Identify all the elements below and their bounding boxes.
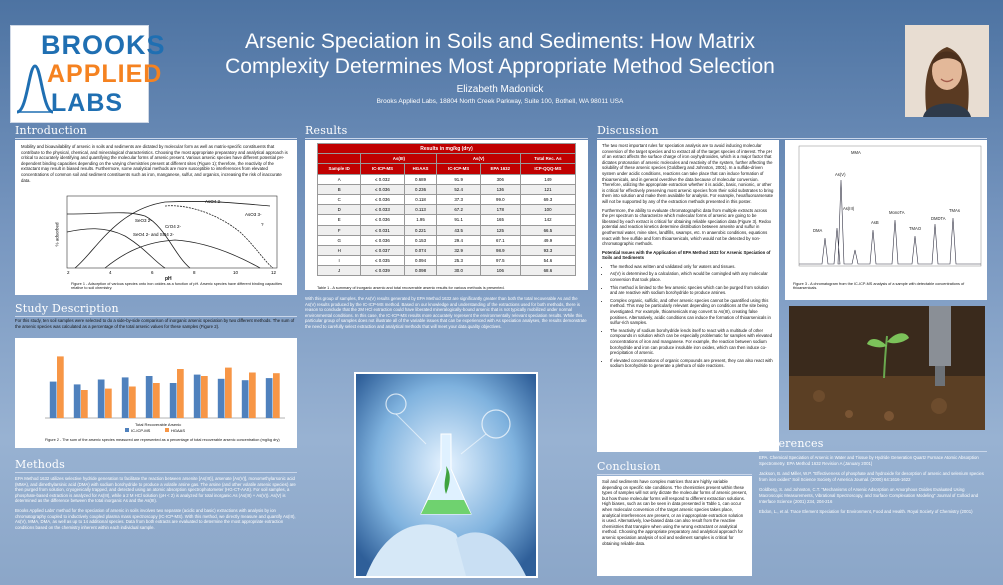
study-rule <box>15 316 297 317</box>
table-cell: 0.236 <box>404 184 437 194</box>
table-cell: 25.3 <box>437 256 480 266</box>
chromatogram-chart <box>785 140 987 280</box>
references-rule <box>759 451 987 452</box>
table-cell: 98.9 <box>480 245 520 255</box>
table-cell: 125 <box>480 225 520 235</box>
table-cell: 29.4 <box>437 235 480 245</box>
peak-label: As(V) <box>835 172 846 177</box>
peak-label: MonoTA <box>889 210 905 215</box>
legend-swatch <box>125 428 129 432</box>
column-header: HGAAS <box>404 164 437 174</box>
table-cell: ≤ 0.036 <box>361 194 404 204</box>
table-cell: 100 <box>520 205 575 215</box>
poster-title-line2: Complexity Determines Most Appropriate Method Selection <box>225 55 775 78</box>
table-cell: 66.5 <box>520 225 575 235</box>
peak-label: TMAs <box>949 208 960 213</box>
table-cell: 68.6 <box>520 266 575 276</box>
recovery-bar <box>81 390 88 418</box>
group-header-empty <box>318 154 361 164</box>
table-cell: ≤ 0.036 <box>361 184 404 194</box>
table-cell: ≤ 0.036 <box>361 215 404 225</box>
study-text: For this study, ten soil samples were selected to do a side-by-side comparison of inorganic arsenic speciation by two different methods. The sum of the arsenic species was calculated as a percentage of the total arsenic values for these samples (Figure 2). <box>15 318 295 329</box>
table-cell: 69.3 <box>520 194 575 204</box>
table-cell: 0.074 <box>404 245 437 255</box>
discussion-heading: Potential Issues with the Application of EPA Method 1632 for Arsenic Speciation of Soils and Sediments <box>602 249 771 261</box>
table-cell: ≤ 0.031 <box>361 225 404 235</box>
adsorption-tick: 8 <box>193 270 196 275</box>
table-cell: 99.0 <box>480 194 520 204</box>
legend-label: HGAAS <box>171 428 186 433</box>
table-cell: 0.153 <box>404 235 437 245</box>
recovery-bar <box>225 368 232 418</box>
adsorption-ylabel: % adsorbed <box>54 222 60 247</box>
table-cell: 93.3 <box>520 245 575 255</box>
recovery-bar <box>194 375 201 418</box>
table-cell: 67.1 <box>480 235 520 245</box>
table-cell: 0.098 <box>404 266 437 276</box>
group-header: Total Rec. As <box>520 154 575 164</box>
table-cell: 49.9 <box>520 235 575 245</box>
table-row <box>318 194 576 204</box>
table-cell: ≤ 0.032 <box>361 174 404 184</box>
table-cell: 136 <box>480 184 520 194</box>
table-cell: F <box>318 225 361 235</box>
author-photo <box>905 25 989 117</box>
table-cell: 37.3 <box>437 194 480 204</box>
table-cell: 106 <box>480 266 520 276</box>
peak-label: TMAO <box>909 226 922 231</box>
species-label: SeO3 2- <box>135 218 152 223</box>
recovery-bar <box>122 377 129 418</box>
table-cell: 67.2 <box>437 205 480 215</box>
table-cell: 121 <box>520 184 575 194</box>
table-row <box>318 184 576 194</box>
discussion-rule <box>597 138 987 139</box>
table-cell: ≤ 0.033 <box>361 205 404 215</box>
legend-swatch <box>165 428 169 432</box>
table-cell: 54.6 <box>520 256 575 266</box>
methods-text <box>15 476 297 576</box>
table-cell: I <box>318 256 361 266</box>
poster-title-line1: Arsenic Speciation in Soils and Sediments: How Matrix <box>244 30 756 53</box>
reference-item: Jackson, B. and Miller, W.P. "Effectiveness of phosphate and hydroxide for desorption of arsenic and selenium species from iron oxides" Soil Science Society of America Journal. (2000) 64:1616-1622 <box>759 471 984 482</box>
adsorption-tick: 10 <box>233 270 239 275</box>
discussion-text <box>597 140 779 452</box>
table-cell: ≤ 0.039 <box>361 266 404 276</box>
legend-label: IC-ICP-MS <box>131 428 151 433</box>
references-list <box>759 455 987 575</box>
recovery-bar <box>74 384 81 418</box>
species-label: CrO4 2- <box>165 224 182 229</box>
table-row <box>318 205 576 215</box>
results-table <box>317 143 576 276</box>
discussion-bullet: • This method is limited to the few arsenic species which can be purged from solution and are reactive with sodium borohydride to produce arsines. <box>610 285 774 296</box>
peak-label: As(III) <box>843 206 855 211</box>
methods-paragraph-1: EPA Method 1632 utilizes selective hydride generation to facilitate the reaction between arsenite [As(III)], arsenate [As(V)], monomethylarsonic acid (MMA), and dimethylarsinic acid (DMA) with sodium borohydride to produce a volatile arsine gas. The arsine (and other volatile arsenic species) are then purged from solution, cryogenically trapped, and detected using an atomic absorption spectrophotometer (HG-CT-AAS). For soil samples, a phosphate-based extraction is analyzed for As(III), while a 2 M HCl solution (pH < 2) is analyzed for total inorganic As (As(III) + As(V)). As(V) is determined as the difference between the total inorganic As and the As(III). <box>15 476 296 504</box>
table-cell: 30.0 <box>437 266 480 276</box>
conclusion-rule <box>597 474 752 475</box>
table-cell: 1.95 <box>404 215 437 225</box>
table-cell: 97.5 <box>480 256 520 266</box>
discussion-bullet: • As(V) is determined by a calculation, which would be comingled with any molecular conversion that took place. <box>610 271 774 282</box>
table-cell: H <box>318 245 361 255</box>
table-cell: 0.221 <box>404 225 437 235</box>
column-header: Sample ID <box>318 164 361 174</box>
adsorption-tick: 4 <box>109 270 112 275</box>
table-cell: 149 <box>520 174 575 184</box>
study-title: Study Description <box>15 302 119 315</box>
logo-line3: LABS <box>51 89 124 117</box>
recovery-bar <box>153 383 160 418</box>
recovery-bar <box>242 380 249 418</box>
results-title: Results <box>305 124 348 137</box>
discussion-bullet: • If elevated concentrations of organic compounds are present, they can also react with sodium borohydride to generate a plethora of side reactions. <box>610 358 774 369</box>
table-cell: G <box>318 235 361 245</box>
table-cell: 306 <box>480 174 520 184</box>
conclusion-title: Conclusion <box>597 460 661 473</box>
group-header: As(III) <box>361 154 437 164</box>
table-cell: 165 <box>480 215 520 225</box>
discussion-paragraph-1: The two most important rules for speciation analysis are to avoid inducing molecular conversion of the target species and to extract all of the target species of interest. The pH of an extract affects the surface charge of iron oxyhydroxides, which is a major factor that dictates protonation of arsenic molecules and reactivity of the system, further affecting the solubility of these arsenic species (Goldberg and Johnston, 2001). In a sulfide-driven system under acidic conditions, reactions can take place that can induce formation of thioarsenicals, and in general overdrive the data because of molecular conversion. Therefore, utilizing the appropriate extraction whether it is acidic, basic, nonionic, or other is critical for effectively preserving most arsenic species from their solid substrates to bring them into solution and make them available for analysis. For example, hexafluoroarsenate will not be supported by any of the extraction methods presented in this poster. <box>602 143 774 204</box>
table-title: Results in mg/kg (dry) <box>318 144 576 154</box>
conclusion-text: Soil and sediments have complex matrices that are highly variable depending on specific site conditions. The chemistries present within these types of samples will not only dictate the molecular forms of arsenic present, but how those molecular forms will respond to different extraction solutions. High biases, such as can be seen in data presented in Table 1, can occur when molecular conversion of the target arsenic species takes place, analytical interferences are present, or an inappropriate extraction solution is used. Alternatively, low-biased data can also result from the reactive chemistries that transpire when using the wrong extractant or analytical method. Choosing the appropriate preparatory and analytical approach for arsenic speciation analysis of soil and sediment samples is critical for obtaining reliable data. <box>597 476 752 576</box>
results-table-box <box>305 140 588 290</box>
methods-rule <box>15 472 297 473</box>
discussion-bullet: • The method was written and validated only for waters and tissues. <box>610 264 774 270</box>
recovery-caption: Figure 2 - The sum of the arsenic species measured are represented as a percentage of total recoverable arsenic concentration (mg/kg dry) <box>45 438 280 442</box>
recovery-xlabel: Total Recoverable Arsenic <box>135 422 182 427</box>
table-cell: E <box>318 215 361 225</box>
lab-image <box>354 372 538 578</box>
chromatogram-caption: Figure 3 - A chromatogram from the IC-ICP-MS analysis of a sample with detectable concentrations of thioarsenicals. <box>793 282 965 290</box>
species-label: SeO4 2- and SO4 2- <box>133 232 175 237</box>
recovery-bar <box>170 383 177 418</box>
recovery-chart <box>15 338 297 434</box>
introduction-title: Introduction <box>15 124 88 137</box>
peak-label: DMA <box>813 228 823 233</box>
species-label: ? <box>261 222 264 227</box>
reference-item: Ebdon, L., et al. Trace Element Speciation for Environment, Food and Health. Royal Society of Chemistry (2001) <box>759 509 973 515</box>
discussion-paragraph-2: Furthermore, the ability to evaluate chromatographic data from multiple extracts across the pH spectrum to characterize which molecular forms of arsenic are going to be liberated by each extract is critical for obtaining reliable speciation data (Figure 3). Redox potential and reaction kinetics determine distribution between arsenite and sulfur in geothermal water, mine sites, landfills, swamps, etc. In anaerobic conditions, equations react with free sulfide and form thioarsenicals, which would not be detected by non-chromatographic methods. <box>602 207 772 247</box>
table-cell: 178 <box>480 205 520 215</box>
recovery-bar <box>218 379 225 418</box>
recovery-bar <box>50 382 57 418</box>
table-cell: 142 <box>520 215 575 225</box>
introduction-text: Mobility and bioavailability of arsenic in soils and sediments are dictated by molecular form as well as matrix-specific constituents that contribute to the physical, chemical, and mineralogical characteristics. Choosing the most appropriate preparatory and analytical approach is critical to accurately identifying and quantifying the molecular forms of arsenic present. Various arsenic species have different potential pH-dependent binding capacities depending on the varying chemistries present at different sites (Figure 1); therefore, the reactivity of the extractant may result in biased results. Furthermore, some analytical methods are more susceptible to interferences from elevated concentrations of common soil and sediment constituents such as iron, manganese, sulfur, and organics, increasing the risk of inaccurate data. <box>15 140 297 192</box>
adsorption-tick: 6 <box>151 270 154 275</box>
discussion-bullet: • Complex organic, sulfidic, and other arsenic species cannot be quantified using this method. This may be particularly relevant depending on conditions at the site being investigated. For example, thioarsenicals may convert to As(III), creating false positives. Alternatively, acidic conditions can induce the formation of thioarsenicals in sulfur-rich samples. <box>610 298 774 326</box>
table-cell: 0.094 <box>404 256 437 266</box>
table-cell: J <box>318 266 361 276</box>
peak-label: MMA <box>851 150 861 155</box>
adsorption-caption: Figure 1 - Adsorption of various species onto iron oxides as a function of pH. Arsenic species have different binding capacities relative to soil chemistry. <box>71 282 282 290</box>
recovery-bar <box>105 389 112 418</box>
adsorption-xlabel: pH <box>165 276 172 282</box>
adsorption-tick: 2 <box>67 270 70 275</box>
peak-label: DMDTA <box>931 216 946 221</box>
table-cell: 0.689 <box>404 174 437 184</box>
methods-title: Methods <box>15 458 65 471</box>
recovery-bar <box>249 373 256 419</box>
recovery-bar <box>201 376 208 418</box>
species-label: AsO4 3- <box>205 199 222 204</box>
table-cell: 0.118 <box>404 194 437 204</box>
results-rule <box>305 138 588 139</box>
peak-label: AsB <box>871 220 879 225</box>
logo-line2: APPLIED <box>47 60 163 88</box>
recovery-bar <box>273 373 280 418</box>
species-label: AsO3 3- <box>245 212 262 217</box>
table-row <box>318 225 576 235</box>
group-header: As(V) <box>437 154 520 164</box>
chromatogram-trace <box>799 180 981 264</box>
soil-image <box>789 306 985 430</box>
affiliation: Brooks Applied Labs, 18804 North Creek Parkway, Suite 100, Bothell, WA 98011 USA <box>376 98 624 105</box>
introduction-rule <box>15 138 297 139</box>
references-title: References <box>759 437 824 450</box>
table-cell: D <box>318 205 361 215</box>
recovery-bar <box>98 380 105 419</box>
table-cell: 0.113 <box>404 205 437 215</box>
table-row <box>318 174 576 184</box>
table-row <box>318 256 576 266</box>
adsorption-figure <box>15 192 297 295</box>
table-cell: 32.9 <box>437 245 480 255</box>
adsorption-tick: 12 <box>271 270 277 275</box>
logo-line1: BROOKS <box>41 30 166 60</box>
recovery-bar <box>266 378 273 418</box>
recovery-bar <box>129 387 136 419</box>
author-name: Elizabeth Madonick <box>456 84 544 95</box>
table-cell: 91.9 <box>437 174 480 184</box>
column-header: IC-ICP-MS <box>361 164 404 174</box>
table-cell: ≤ 0.035 <box>361 256 404 266</box>
table-row <box>318 266 576 276</box>
discussion-bullets <box>602 264 774 369</box>
results-text: With this group of samples, the As(V) results generated by EPA Method 1632 are significantly greater than both the total recoverable As and the As(V) results produced by the IC-ICP-MS method. Based on our knowledge and understanding of the extractions used for both methods, there is reason to conclude that the 2M HCl extraction could have liberated mineralogically-bound arsenic that is not typically mobilized under normal environmental conditions. In this case, the IC-ICP-MS results more accurately represent the environmentally relevant speciation results. While this particular group of samples does not illustrate all of the variable issues that can be experienced with As speciation analyses, the results demonstrate the need to carefully select extraction and analytical methods that will meet your data quality objectives. <box>305 296 587 329</box>
table-row <box>318 235 576 245</box>
table-row <box>318 215 576 225</box>
table-cell: ≤ 0.036 <box>361 235 404 245</box>
table-cell: 91.1 <box>437 215 480 225</box>
recovery-figure <box>15 338 297 448</box>
table-cell: ≤ 0.037 <box>361 245 404 255</box>
table-cell: 52.4 <box>437 184 480 194</box>
discussion-title: Discussion <box>597 124 659 137</box>
table-cell: C <box>318 194 361 204</box>
column-header: IC-ICP-MS <box>437 164 480 174</box>
table-caption: Table 1 - A summary of inorganic arsenic and total recoverable arsenic results for various methods is presented. <box>317 286 505 291</box>
recovery-bar <box>146 376 153 418</box>
reference-item: EPA. Chemical Speciation of Arsenic in Water and Tissue by Hydride Generation Quartz Furnace Atomic Absorption Spectrometry. EPA Method 1632 Revision A (January 2001) <box>759 455 979 466</box>
table-row <box>318 245 576 255</box>
column-header: ICP-QQQ-MS <box>520 164 575 174</box>
table-cell: B <box>318 184 361 194</box>
recovery-bar <box>57 356 64 418</box>
reference-item: Goldberg, S. and Johnston, C.T. "Mechanisms of Arsenic Adsorption on Amorphous Oxides Evaluated Using Macroscopic Measurements, Vibrational Spectroscopy, and Surface Complexation Modeling" Journal of Colloid and Interface Science (2001) 234, 204-216 <box>759 487 979 504</box>
chromatogram-figure <box>785 140 987 300</box>
column-header: EPA 1632 <box>480 164 520 174</box>
recovery-bar <box>177 369 184 418</box>
discussion-bullet: • The reactivity of sodium borohydride lends itself to react with a multitude of other compounds in solution which can be especially problematic for samples with elevated concentrations of iron and manganese. For example, the reaction between sodium borohydride and iron can produce insoluble iron oxides, which can then induce co-precipitation of arsenic. <box>610 328 774 356</box>
methods-paragraph-2: Brooks Applied Labs' method for the speciation of arsenic in soils involves two separate (acidic and basic) extractions with analysis by ion chromatography coupled to inductively coupled plasma mass spectroscopy (IC-ICP-MS). With this method, we directly measure and quantify As(III), As(V), MMA, DMA, as well as up to 14 additional species. Data from both extracts are evaluated to determine the most appropriate extraction conditions based on the chemistry inherent within each individual sample. <box>15 507 296 530</box>
table-cell: 43.5 <box>437 225 480 235</box>
table-cell: A <box>318 174 361 184</box>
brooks-logo <box>10 25 166 123</box>
